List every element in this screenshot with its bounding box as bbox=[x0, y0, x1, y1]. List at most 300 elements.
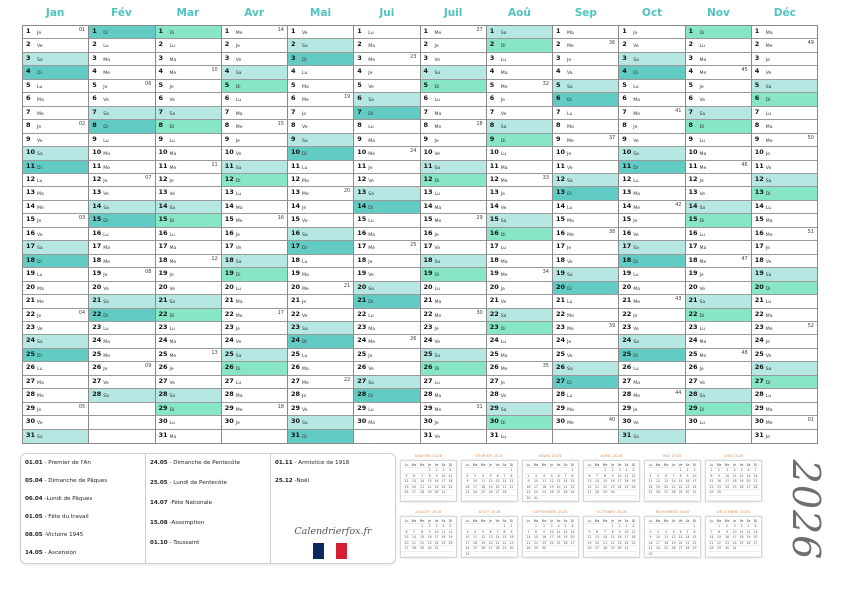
day-cell[interactable] bbox=[553, 107, 618, 120]
day-cell[interactable] bbox=[354, 26, 419, 39]
day-cell[interactable] bbox=[553, 255, 618, 268]
day-cell[interactable] bbox=[553, 93, 618, 106]
day-cell[interactable] bbox=[222, 389, 287, 402]
day-cell[interactable] bbox=[354, 214, 419, 227]
day-cell[interactable] bbox=[487, 134, 552, 147]
day-cell[interactable] bbox=[553, 228, 618, 241]
day-cell[interactable] bbox=[421, 161, 486, 174]
day-cell[interactable] bbox=[156, 187, 221, 200]
day-cell[interactable] bbox=[288, 26, 353, 39]
day-cell[interactable] bbox=[421, 403, 486, 416]
day-cell[interactable] bbox=[288, 335, 353, 348]
day-cell[interactable] bbox=[222, 80, 287, 93]
day-cell[interactable] bbox=[89, 322, 154, 335]
day-cell[interactable] bbox=[23, 120, 88, 133]
day-cell[interactable] bbox=[553, 335, 618, 348]
day-cell[interactable] bbox=[156, 93, 221, 106]
day-cell[interactable] bbox=[619, 147, 684, 160]
day-cell[interactable] bbox=[619, 430, 684, 443]
day-cell[interactable] bbox=[23, 403, 88, 416]
day-cell[interactable] bbox=[686, 376, 751, 389]
mini-calendar[interactable] bbox=[522, 508, 579, 559]
day-cell[interactable] bbox=[288, 93, 353, 106]
day-cell[interactable] bbox=[619, 107, 684, 120]
day-cell[interactable] bbox=[752, 309, 817, 322]
day-cell[interactable] bbox=[288, 389, 353, 402]
day-cell[interactable] bbox=[686, 416, 751, 429]
day-cell[interactable] bbox=[222, 268, 287, 281]
day-cell[interactable] bbox=[421, 201, 486, 214]
day-cell[interactable] bbox=[619, 322, 684, 335]
day-cell[interactable] bbox=[288, 39, 353, 52]
day-cell[interactable] bbox=[288, 134, 353, 147]
day-cell[interactable] bbox=[222, 309, 287, 322]
day-cell[interactable] bbox=[354, 228, 419, 241]
day-cell[interactable] bbox=[553, 295, 618, 308]
day-cell[interactable] bbox=[487, 309, 552, 322]
day-cell[interactable] bbox=[619, 66, 684, 79]
day-cell[interactable] bbox=[619, 416, 684, 429]
day-cell[interactable] bbox=[89, 201, 154, 214]
day-cell[interactable] bbox=[89, 53, 154, 66]
day-cell[interactable] bbox=[553, 120, 618, 133]
day-cell[interactable] bbox=[421, 430, 486, 443]
day-cell[interactable] bbox=[222, 214, 287, 227]
day-cell[interactable] bbox=[619, 80, 684, 93]
day-cell[interactable] bbox=[421, 147, 486, 160]
day-cell[interactable] bbox=[222, 322, 287, 335]
day-cell[interactable] bbox=[421, 174, 486, 187]
day-cell[interactable] bbox=[752, 53, 817, 66]
day-cell[interactable] bbox=[23, 255, 88, 268]
day-cell[interactable] bbox=[354, 161, 419, 174]
day-cell[interactable] bbox=[288, 174, 353, 187]
day-cell[interactable] bbox=[23, 268, 88, 281]
day-cell[interactable] bbox=[222, 26, 287, 39]
day-cell[interactable] bbox=[222, 282, 287, 295]
day-cell[interactable] bbox=[752, 174, 817, 187]
day-cell[interactable] bbox=[553, 282, 618, 295]
day-cell[interactable] bbox=[89, 66, 154, 79]
day-cell[interactable] bbox=[156, 134, 221, 147]
day-cell[interactable] bbox=[222, 201, 287, 214]
day-cell[interactable] bbox=[222, 120, 287, 133]
day-cell[interactable] bbox=[752, 362, 817, 375]
day-cell[interactable] bbox=[487, 201, 552, 214]
day-cell[interactable] bbox=[89, 214, 154, 227]
day-cell[interactable] bbox=[89, 376, 154, 389]
day-cell[interactable] bbox=[89, 255, 154, 268]
day-cell[interactable] bbox=[23, 66, 88, 79]
day-cell[interactable] bbox=[89, 134, 154, 147]
day-cell[interactable] bbox=[23, 147, 88, 160]
day-cell[interactable] bbox=[752, 120, 817, 133]
day-cell[interactable] bbox=[752, 268, 817, 281]
day-cell[interactable] bbox=[553, 80, 618, 93]
mini-calendar[interactable] bbox=[705, 452, 762, 503]
day-cell[interactable] bbox=[222, 416, 287, 429]
day-cell[interactable] bbox=[354, 255, 419, 268]
day-cell[interactable] bbox=[686, 214, 751, 227]
day-cell[interactable] bbox=[23, 228, 88, 241]
day-cell[interactable] bbox=[89, 80, 154, 93]
day-cell[interactable] bbox=[23, 376, 88, 389]
mini-calendar[interactable] bbox=[644, 508, 701, 559]
day-cell[interactable] bbox=[222, 255, 287, 268]
day-cell[interactable] bbox=[23, 161, 88, 174]
day-cell[interactable] bbox=[686, 282, 751, 295]
day-cell[interactable] bbox=[421, 134, 486, 147]
day-cell[interactable] bbox=[288, 322, 353, 335]
day-cell[interactable] bbox=[752, 322, 817, 335]
day-cell[interactable] bbox=[421, 416, 486, 429]
day-cell[interactable] bbox=[354, 174, 419, 187]
day-cell[interactable] bbox=[619, 362, 684, 375]
day-cell[interactable] bbox=[89, 335, 154, 348]
day-cell[interactable] bbox=[686, 295, 751, 308]
day-cell[interactable] bbox=[23, 389, 88, 402]
day-cell[interactable] bbox=[89, 93, 154, 106]
day-cell[interactable] bbox=[421, 309, 486, 322]
day-cell[interactable] bbox=[354, 322, 419, 335]
day-cell[interactable] bbox=[354, 187, 419, 200]
day-cell[interactable] bbox=[619, 376, 684, 389]
day-cell[interactable] bbox=[156, 309, 221, 322]
day-cell[interactable] bbox=[421, 53, 486, 66]
day-cell[interactable] bbox=[288, 53, 353, 66]
day-cell[interactable] bbox=[487, 39, 552, 52]
day-cell[interactable] bbox=[421, 93, 486, 106]
day-cell[interactable] bbox=[686, 389, 751, 402]
day-cell[interactable] bbox=[288, 201, 353, 214]
day-cell[interactable] bbox=[421, 26, 486, 39]
day-cell[interactable] bbox=[156, 430, 221, 443]
day-cell[interactable] bbox=[354, 335, 419, 348]
day-cell[interactable] bbox=[23, 430, 88, 443]
day-cell[interactable] bbox=[23, 53, 88, 66]
day-cell[interactable] bbox=[553, 201, 618, 214]
day-cell[interactable] bbox=[619, 161, 684, 174]
day-cell[interactable] bbox=[23, 322, 88, 335]
day-cell[interactable] bbox=[156, 349, 221, 362]
day-cell[interactable] bbox=[222, 376, 287, 389]
day-cell[interactable] bbox=[421, 80, 486, 93]
day-cell[interactable] bbox=[686, 228, 751, 241]
day-cell[interactable] bbox=[222, 93, 287, 106]
day-cell[interactable] bbox=[752, 389, 817, 402]
day-cell[interactable] bbox=[421, 107, 486, 120]
mini-calendar[interactable] bbox=[583, 452, 640, 503]
mini-calendar[interactable] bbox=[705, 508, 762, 559]
day-cell[interactable] bbox=[686, 161, 751, 174]
day-cell[interactable] bbox=[23, 26, 88, 39]
day-cell[interactable] bbox=[487, 66, 552, 79]
day-cell[interactable] bbox=[354, 389, 419, 402]
day-cell[interactable] bbox=[89, 295, 154, 308]
day-cell[interactable] bbox=[222, 147, 287, 160]
day-cell[interactable] bbox=[156, 389, 221, 402]
day-cell[interactable] bbox=[156, 214, 221, 227]
day-cell[interactable] bbox=[487, 416, 552, 429]
day-cell[interactable] bbox=[288, 161, 353, 174]
day-cell[interactable] bbox=[222, 174, 287, 187]
day-cell[interactable] bbox=[487, 107, 552, 120]
day-cell[interactable] bbox=[553, 376, 618, 389]
day-cell[interactable] bbox=[752, 39, 817, 52]
day-cell[interactable] bbox=[619, 120, 684, 133]
day-cell[interactable] bbox=[752, 214, 817, 227]
day-cell[interactable] bbox=[354, 134, 419, 147]
day-cell[interactable] bbox=[686, 147, 751, 160]
day-cell[interactable] bbox=[23, 134, 88, 147]
day-cell[interactable] bbox=[288, 349, 353, 362]
day-cell[interactable] bbox=[553, 53, 618, 66]
day-cell[interactable] bbox=[89, 309, 154, 322]
day-cell[interactable] bbox=[288, 362, 353, 375]
day-cell[interactable] bbox=[288, 268, 353, 281]
day-cell[interactable] bbox=[156, 228, 221, 241]
day-cell[interactable] bbox=[553, 214, 618, 227]
day-cell[interactable] bbox=[156, 295, 221, 308]
day-cell[interactable] bbox=[487, 93, 552, 106]
day-cell[interactable] bbox=[619, 134, 684, 147]
day-cell[interactable] bbox=[89, 349, 154, 362]
site-logo[interactable]: Calendrierfox.fr bbox=[294, 526, 372, 537]
day-cell[interactable] bbox=[553, 66, 618, 79]
day-cell[interactable] bbox=[89, 241, 154, 254]
day-cell[interactable] bbox=[752, 376, 817, 389]
day-cell[interactable] bbox=[487, 241, 552, 254]
day-cell[interactable] bbox=[288, 430, 353, 443]
day-cell[interactable] bbox=[752, 161, 817, 174]
day-cell[interactable] bbox=[354, 80, 419, 93]
day-cell[interactable] bbox=[752, 107, 817, 120]
day-cell[interactable] bbox=[686, 66, 751, 79]
day-cell[interactable] bbox=[421, 214, 486, 227]
day-cell[interactable] bbox=[354, 403, 419, 416]
day-cell[interactable] bbox=[23, 201, 88, 214]
day-cell[interactable] bbox=[686, 134, 751, 147]
day-cell[interactable] bbox=[553, 161, 618, 174]
day-cell[interactable] bbox=[752, 416, 817, 429]
day-cell[interactable] bbox=[619, 389, 684, 402]
day-cell[interactable] bbox=[354, 362, 419, 375]
day-cell[interactable] bbox=[619, 241, 684, 254]
day-cell[interactable] bbox=[288, 403, 353, 416]
day-cell[interactable] bbox=[222, 403, 287, 416]
day-cell[interactable] bbox=[686, 362, 751, 375]
day-cell[interactable] bbox=[487, 268, 552, 281]
day-cell[interactable] bbox=[553, 147, 618, 160]
day-cell[interactable] bbox=[619, 228, 684, 241]
day-cell[interactable] bbox=[421, 228, 486, 241]
day-cell[interactable] bbox=[421, 268, 486, 281]
day-cell[interactable] bbox=[619, 26, 684, 39]
day-cell[interactable] bbox=[619, 295, 684, 308]
day-cell[interactable] bbox=[619, 349, 684, 362]
day-cell[interactable] bbox=[421, 362, 486, 375]
day-cell[interactable] bbox=[752, 134, 817, 147]
day-cell[interactable] bbox=[686, 322, 751, 335]
day-cell[interactable] bbox=[686, 174, 751, 187]
day-cell[interactable] bbox=[222, 187, 287, 200]
day-cell[interactable] bbox=[156, 66, 221, 79]
day-cell[interactable] bbox=[553, 403, 618, 416]
day-cell[interactable] bbox=[222, 134, 287, 147]
day-cell[interactable] bbox=[553, 349, 618, 362]
day-cell[interactable] bbox=[288, 120, 353, 133]
day-cell[interactable] bbox=[89, 161, 154, 174]
day-cell[interactable] bbox=[156, 255, 221, 268]
day-cell[interactable] bbox=[487, 174, 552, 187]
day-cell[interactable] bbox=[553, 134, 618, 147]
mini-calendar[interactable] bbox=[583, 508, 640, 559]
day-cell[interactable] bbox=[354, 201, 419, 214]
day-cell[interactable] bbox=[619, 255, 684, 268]
day-cell[interactable] bbox=[553, 389, 618, 402]
day-cell[interactable] bbox=[288, 147, 353, 160]
day-cell[interactable] bbox=[686, 187, 751, 200]
day-cell[interactable] bbox=[288, 228, 353, 241]
day-cell[interactable] bbox=[421, 120, 486, 133]
day-cell[interactable] bbox=[288, 376, 353, 389]
day-cell[interactable] bbox=[288, 241, 353, 254]
day-cell[interactable] bbox=[421, 376, 486, 389]
day-cell[interactable] bbox=[421, 282, 486, 295]
day-cell[interactable] bbox=[156, 26, 221, 39]
day-cell[interactable] bbox=[421, 322, 486, 335]
day-cell[interactable] bbox=[487, 161, 552, 174]
day-cell[interactable] bbox=[288, 214, 353, 227]
day-cell[interactable] bbox=[89, 39, 154, 52]
day-cell[interactable] bbox=[89, 228, 154, 241]
day-cell[interactable] bbox=[619, 93, 684, 106]
day-cell[interactable] bbox=[156, 362, 221, 375]
day-cell[interactable] bbox=[354, 295, 419, 308]
day-cell[interactable] bbox=[354, 39, 419, 52]
day-cell[interactable] bbox=[354, 349, 419, 362]
day-cell[interactable] bbox=[487, 322, 552, 335]
day-cell[interactable] bbox=[619, 268, 684, 281]
day-cell[interactable] bbox=[23, 107, 88, 120]
day-cell[interactable] bbox=[89, 107, 154, 120]
day-cell[interactable] bbox=[89, 174, 154, 187]
day-cell[interactable] bbox=[553, 26, 618, 39]
day-cell[interactable] bbox=[222, 39, 287, 52]
day-cell[interactable] bbox=[156, 201, 221, 214]
day-cell[interactable] bbox=[222, 362, 287, 375]
mini-calendar[interactable] bbox=[644, 452, 701, 503]
day-cell[interactable] bbox=[686, 80, 751, 93]
day-cell[interactable] bbox=[156, 403, 221, 416]
day-cell[interactable] bbox=[89, 268, 154, 281]
day-cell[interactable] bbox=[487, 53, 552, 66]
day-cell[interactable] bbox=[156, 268, 221, 281]
day-cell[interactable] bbox=[89, 187, 154, 200]
day-cell[interactable] bbox=[23, 174, 88, 187]
day-cell[interactable] bbox=[222, 295, 287, 308]
day-cell[interactable] bbox=[487, 376, 552, 389]
day-cell[interactable] bbox=[487, 228, 552, 241]
day-cell[interactable] bbox=[752, 241, 817, 254]
day-cell[interactable] bbox=[686, 53, 751, 66]
day-cell[interactable] bbox=[553, 362, 618, 375]
day-cell[interactable] bbox=[354, 309, 419, 322]
day-cell[interactable] bbox=[487, 335, 552, 348]
day-cell[interactable] bbox=[553, 322, 618, 335]
day-cell[interactable] bbox=[421, 389, 486, 402]
day-cell[interactable] bbox=[686, 39, 751, 52]
day-cell[interactable] bbox=[23, 349, 88, 362]
day-cell[interactable] bbox=[156, 161, 221, 174]
day-cell[interactable] bbox=[487, 214, 552, 227]
mini-calendar[interactable] bbox=[461, 508, 518, 559]
day-cell[interactable] bbox=[619, 214, 684, 227]
day-cell[interactable] bbox=[354, 66, 419, 79]
day-cell[interactable] bbox=[619, 403, 684, 416]
day-cell[interactable] bbox=[752, 147, 817, 160]
day-cell[interactable] bbox=[288, 107, 353, 120]
day-cell[interactable] bbox=[222, 241, 287, 254]
day-cell[interactable] bbox=[23, 416, 88, 429]
day-cell[interactable] bbox=[222, 349, 287, 362]
day-cell[interactable] bbox=[487, 349, 552, 362]
day-cell[interactable] bbox=[89, 26, 154, 39]
day-cell[interactable] bbox=[23, 39, 88, 52]
day-cell[interactable] bbox=[23, 362, 88, 375]
day-cell[interactable] bbox=[23, 187, 88, 200]
day-cell[interactable] bbox=[487, 187, 552, 200]
day-cell[interactable] bbox=[23, 295, 88, 308]
mini-calendar[interactable] bbox=[461, 452, 518, 503]
day-cell[interactable] bbox=[421, 66, 486, 79]
day-cell[interactable] bbox=[288, 80, 353, 93]
day-cell[interactable] bbox=[752, 66, 817, 79]
day-cell[interactable] bbox=[619, 309, 684, 322]
day-cell[interactable] bbox=[156, 282, 221, 295]
day-cell[interactable] bbox=[752, 187, 817, 200]
day-cell[interactable] bbox=[421, 255, 486, 268]
day-cell[interactable] bbox=[23, 80, 88, 93]
day-cell[interactable] bbox=[686, 93, 751, 106]
day-cell[interactable] bbox=[354, 120, 419, 133]
day-cell[interactable] bbox=[686, 349, 751, 362]
day-cell[interactable] bbox=[752, 228, 817, 241]
day-cell[interactable] bbox=[686, 335, 751, 348]
day-cell[interactable] bbox=[752, 80, 817, 93]
day-cell[interactable] bbox=[156, 120, 221, 133]
day-cell[interactable] bbox=[354, 241, 419, 254]
day-cell[interactable] bbox=[288, 416, 353, 429]
day-cell[interactable] bbox=[487, 255, 552, 268]
mini-calendar[interactable] bbox=[522, 452, 579, 503]
mini-calendar[interactable] bbox=[400, 508, 457, 559]
day-cell[interactable] bbox=[553, 241, 618, 254]
day-cell[interactable] bbox=[354, 376, 419, 389]
day-cell[interactable] bbox=[23, 214, 88, 227]
day-cell[interactable] bbox=[89, 282, 154, 295]
day-cell[interactable] bbox=[619, 53, 684, 66]
day-cell[interactable] bbox=[23, 282, 88, 295]
day-cell[interactable] bbox=[222, 53, 287, 66]
day-cell[interactable] bbox=[222, 107, 287, 120]
day-cell[interactable] bbox=[752, 201, 817, 214]
day-cell[interactable] bbox=[89, 362, 154, 375]
day-cell[interactable] bbox=[421, 187, 486, 200]
day-cell[interactable] bbox=[619, 187, 684, 200]
day-cell[interactable] bbox=[752, 403, 817, 416]
day-cell[interactable] bbox=[156, 39, 221, 52]
